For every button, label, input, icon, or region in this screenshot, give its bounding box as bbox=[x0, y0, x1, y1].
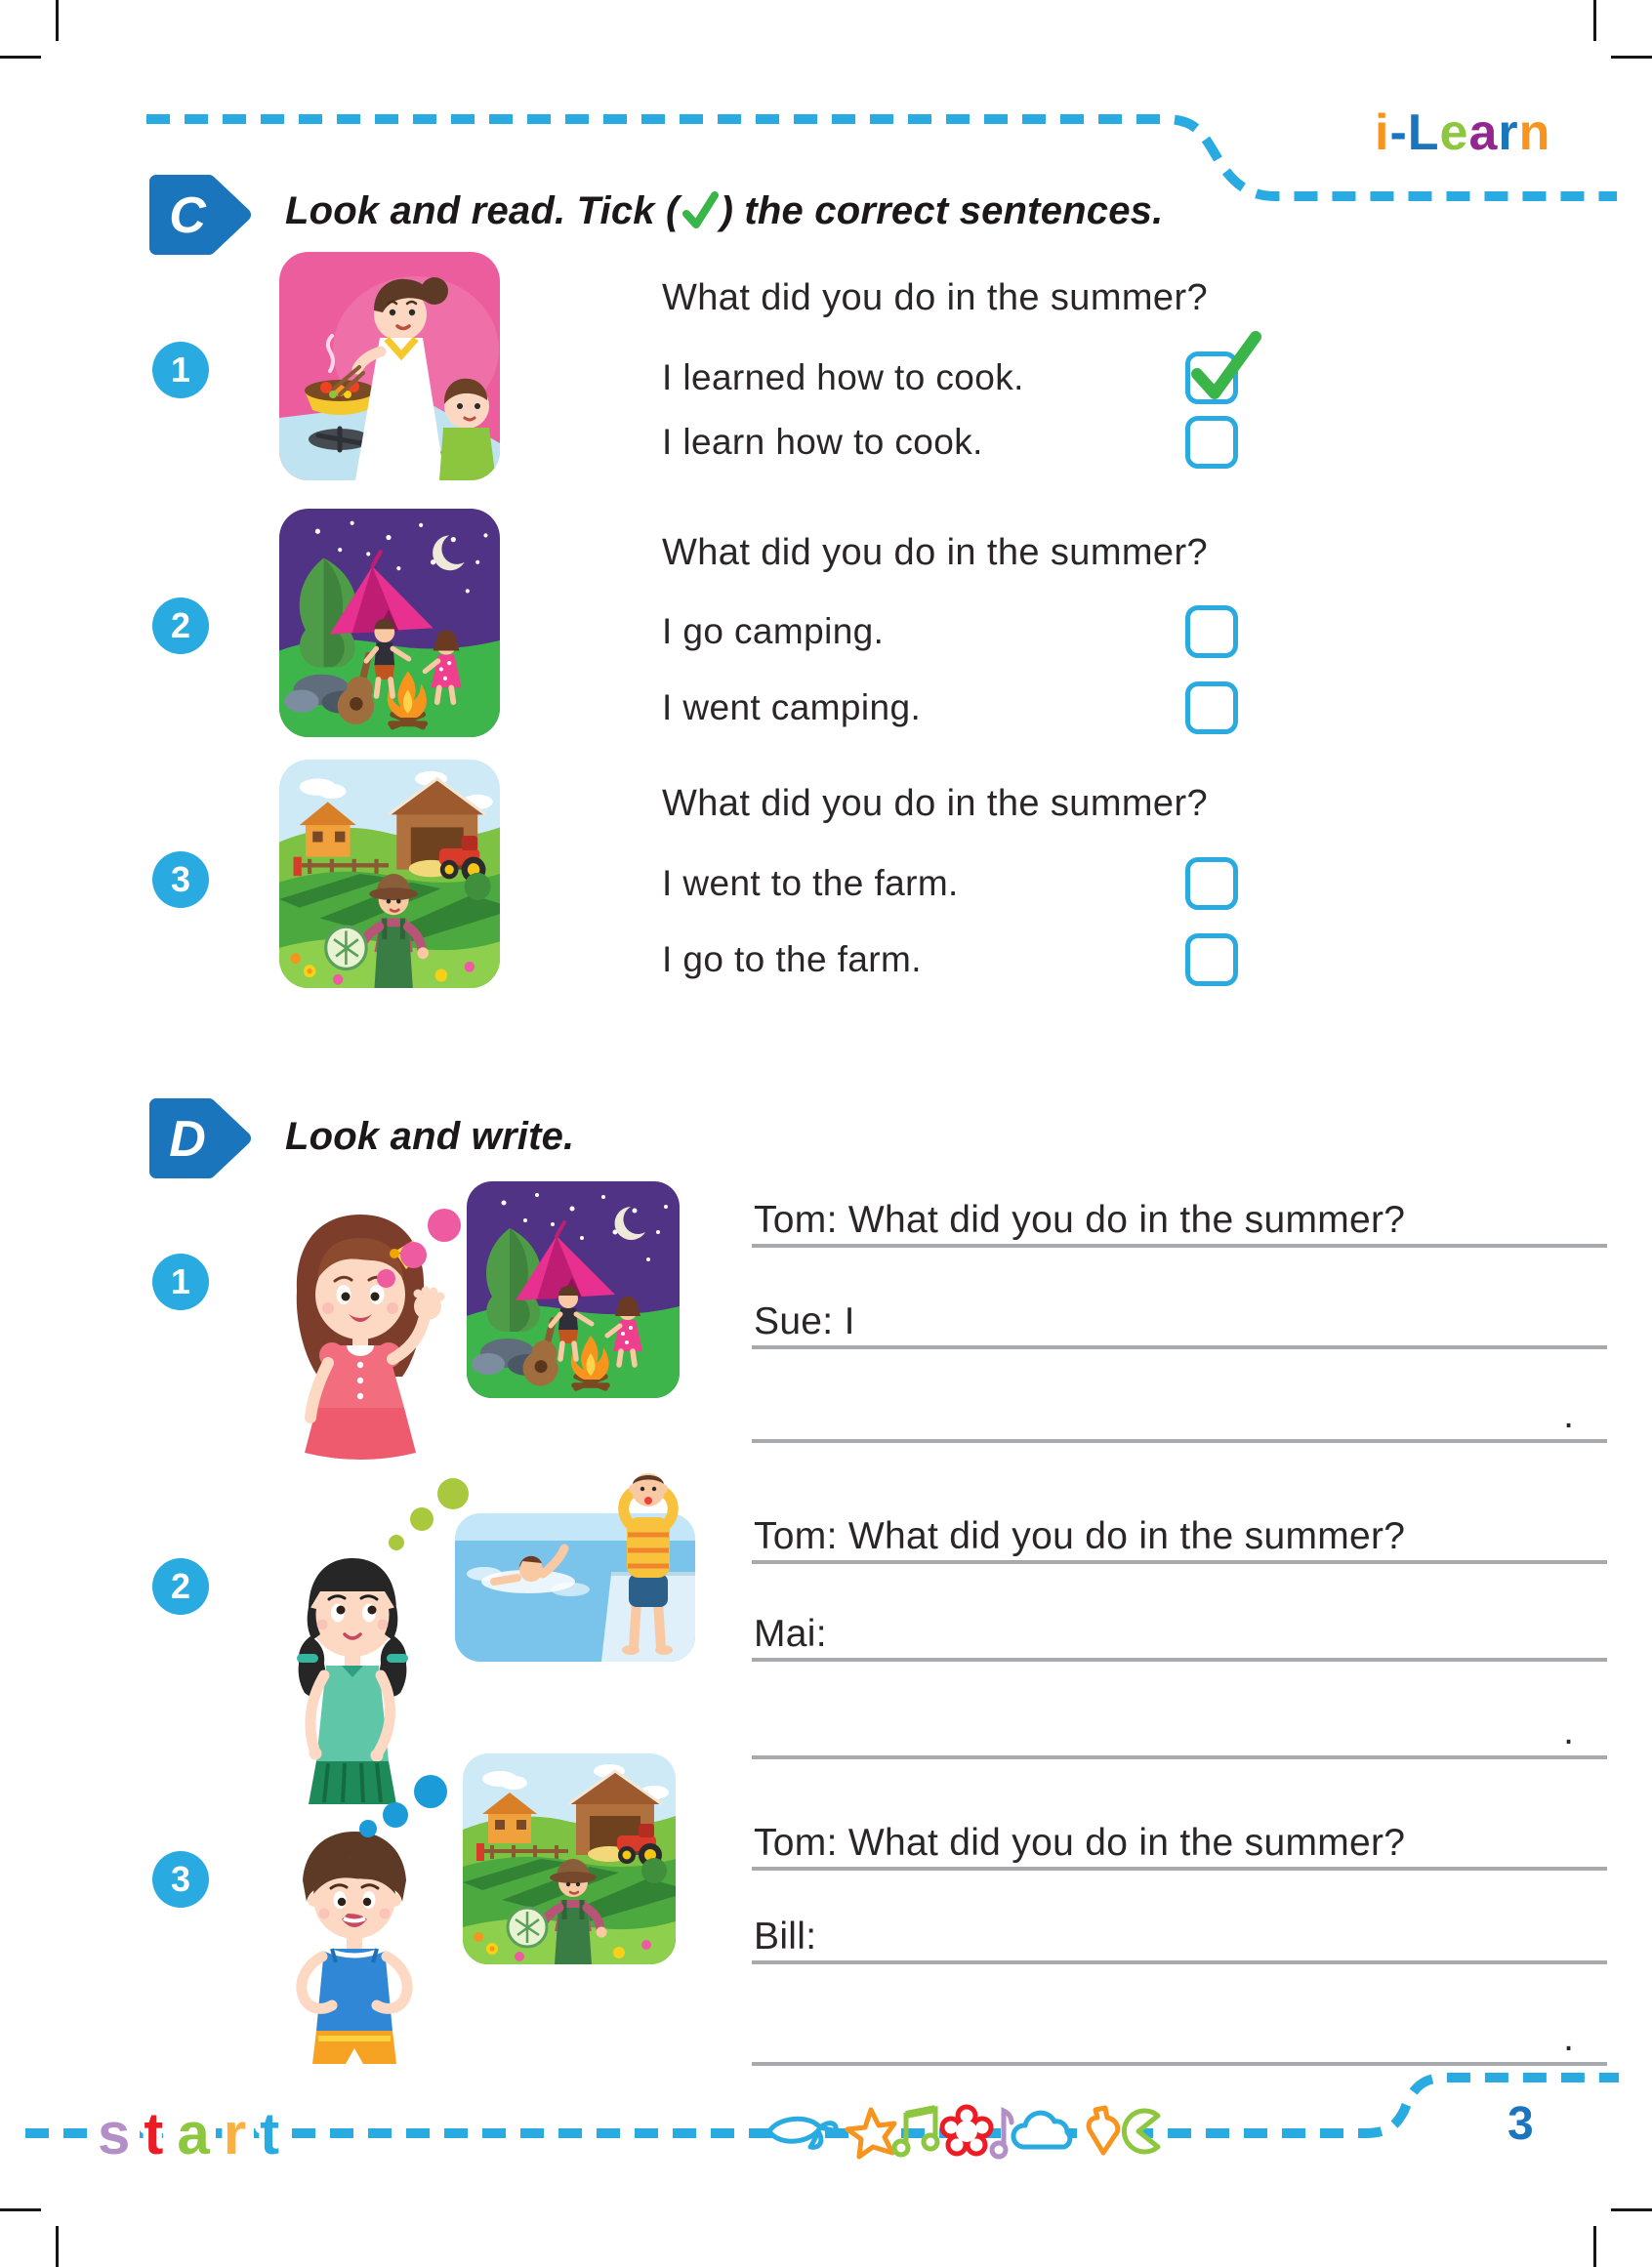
question-text: What did you do in the summer? bbox=[662, 532, 1209, 573]
swimming-scene-image bbox=[455, 1457, 695, 1662]
question-text: What did you do in the summer? bbox=[662, 277, 1209, 318]
logo-letter: r bbox=[1498, 104, 1519, 161]
section-c-badge bbox=[145, 174, 254, 256]
answer-checkbox[interactable] bbox=[1185, 416, 1238, 469]
crop-mark bbox=[1593, 2226, 1596, 2267]
cloud-icon bbox=[1013, 2113, 1070, 2147]
item-number-badge bbox=[152, 1254, 209, 1310]
option-row bbox=[662, 935, 1311, 986]
tick-icon bbox=[1181, 325, 1263, 407]
item-number: 2 bbox=[170, 605, 191, 645]
flower-icon bbox=[942, 2107, 991, 2154]
dialog-line-printed bbox=[752, 1511, 1607, 1564]
dialog-text: Sue: I bbox=[754, 1300, 855, 1342]
dialog-line-write[interactable] bbox=[752, 1609, 1607, 1662]
tick-icon bbox=[681, 190, 720, 229]
answer-checkbox[interactable] bbox=[1185, 933, 1238, 986]
cooking-scene-image bbox=[279, 252, 500, 480]
option-row bbox=[662, 418, 1311, 469]
girl-braids-character bbox=[252, 1519, 452, 1807]
section-c-title-pre: Look and read. Tick ( bbox=[285, 189, 680, 232]
dialog-line-write[interactable] bbox=[752, 1297, 1607, 1349]
dialog-text: Tom: What did you do in the summer? bbox=[754, 1199, 1406, 1241]
item-number: 3 bbox=[170, 859, 191, 899]
svg-text:D: D bbox=[169, 1111, 206, 1168]
answer-checkbox[interactable] bbox=[1185, 351, 1238, 404]
star-icon bbox=[847, 2110, 894, 2157]
option-text: I went to the farm. bbox=[662, 863, 959, 903]
logo-letter: L bbox=[1407, 104, 1440, 161]
footer-decoration bbox=[0, 2048, 1652, 2214]
option-row bbox=[662, 607, 1311, 658]
option-text: I learned how to cook. bbox=[662, 357, 1024, 397]
dialog-line-write[interactable] bbox=[752, 1707, 1607, 1759]
answer-checkbox[interactable] bbox=[1185, 605, 1238, 658]
thought-dot bbox=[389, 1535, 404, 1550]
item-number-badge bbox=[152, 1851, 209, 1908]
item-number-badge bbox=[152, 851, 209, 908]
dialog-text: Bill: bbox=[754, 1916, 817, 1958]
thought-dot bbox=[377, 1269, 395, 1288]
item-number-badge bbox=[152, 342, 209, 398]
thought-dot bbox=[410, 1507, 434, 1531]
item-number-badge bbox=[152, 598, 209, 654]
dialog-line-printed bbox=[752, 1818, 1607, 1871]
option-text: I go camping. bbox=[662, 611, 885, 651]
thought-dot bbox=[383, 1802, 408, 1828]
thought-dot bbox=[400, 1242, 427, 1268]
item-number: 2 bbox=[170, 1566, 191, 1606]
logo-letter: - bbox=[1389, 104, 1408, 161]
period-text: . bbox=[1563, 2017, 1574, 2059]
option-text: I go to the farm. bbox=[662, 939, 922, 979]
item-number: 1 bbox=[170, 1261, 191, 1301]
boy-hands-on-hips-character bbox=[254, 1818, 454, 2083]
thought-dot bbox=[359, 1820, 377, 1837]
item-number: 3 bbox=[170, 1859, 191, 1899]
option-row bbox=[662, 859, 1311, 910]
option-text: I went camping. bbox=[662, 687, 922, 727]
period-text: . bbox=[1563, 1711, 1574, 1752]
page-number: 3 bbox=[1507, 2098, 1534, 2150]
thought-dot bbox=[428, 1209, 461, 1242]
start-word: start bbox=[98, 2101, 294, 2166]
dialog-text: Tom: What did you do in the summer? bbox=[754, 1822, 1406, 1864]
camping-scene-image bbox=[279, 509, 500, 737]
farm-scene-image bbox=[463, 1753, 676, 1964]
answer-checkbox[interactable] bbox=[1185, 681, 1238, 734]
logo-letter: a bbox=[1468, 104, 1499, 161]
svg-text:C: C bbox=[169, 187, 206, 244]
logo-letter: e bbox=[1439, 104, 1469, 161]
section-d-badge bbox=[145, 1097, 254, 1179]
dialog-line-write[interactable] bbox=[752, 1912, 1607, 1964]
camping-scene-image bbox=[467, 1181, 680, 1398]
question-text: What did you do in the summer? bbox=[662, 783, 1209, 824]
logo-letter: n bbox=[1518, 104, 1551, 161]
crop-mark bbox=[56, 2226, 59, 2267]
dialog-text: Tom: What did you do in the summer? bbox=[754, 1515, 1406, 1557]
option-row bbox=[662, 683, 1311, 734]
item-number: 1 bbox=[170, 350, 191, 390]
item-number-badge bbox=[152, 1558, 209, 1615]
option-text: I learn how to cook. bbox=[662, 422, 983, 462]
i-learn-logo bbox=[1375, 103, 1550, 162]
dialog-line-write[interactable] bbox=[752, 1390, 1607, 1443]
section-c-title-post: ) the correct sentences. bbox=[720, 189, 1164, 232]
period-text: . bbox=[1563, 1394, 1574, 1436]
dialog-text: Mai: bbox=[754, 1613, 827, 1655]
section-d-title: Look and write. bbox=[285, 1115, 575, 1158]
answer-checkbox[interactable] bbox=[1185, 857, 1238, 910]
farm-scene-image bbox=[279, 760, 500, 988]
dialog-line-printed bbox=[752, 1195, 1607, 1248]
logo-letter: i bbox=[1375, 104, 1390, 161]
option-row bbox=[662, 353, 1311, 404]
section-c-title bbox=[285, 189, 1163, 233]
spinning-top-icon bbox=[1089, 2108, 1118, 2153]
thought-dot bbox=[414, 1775, 447, 1808]
